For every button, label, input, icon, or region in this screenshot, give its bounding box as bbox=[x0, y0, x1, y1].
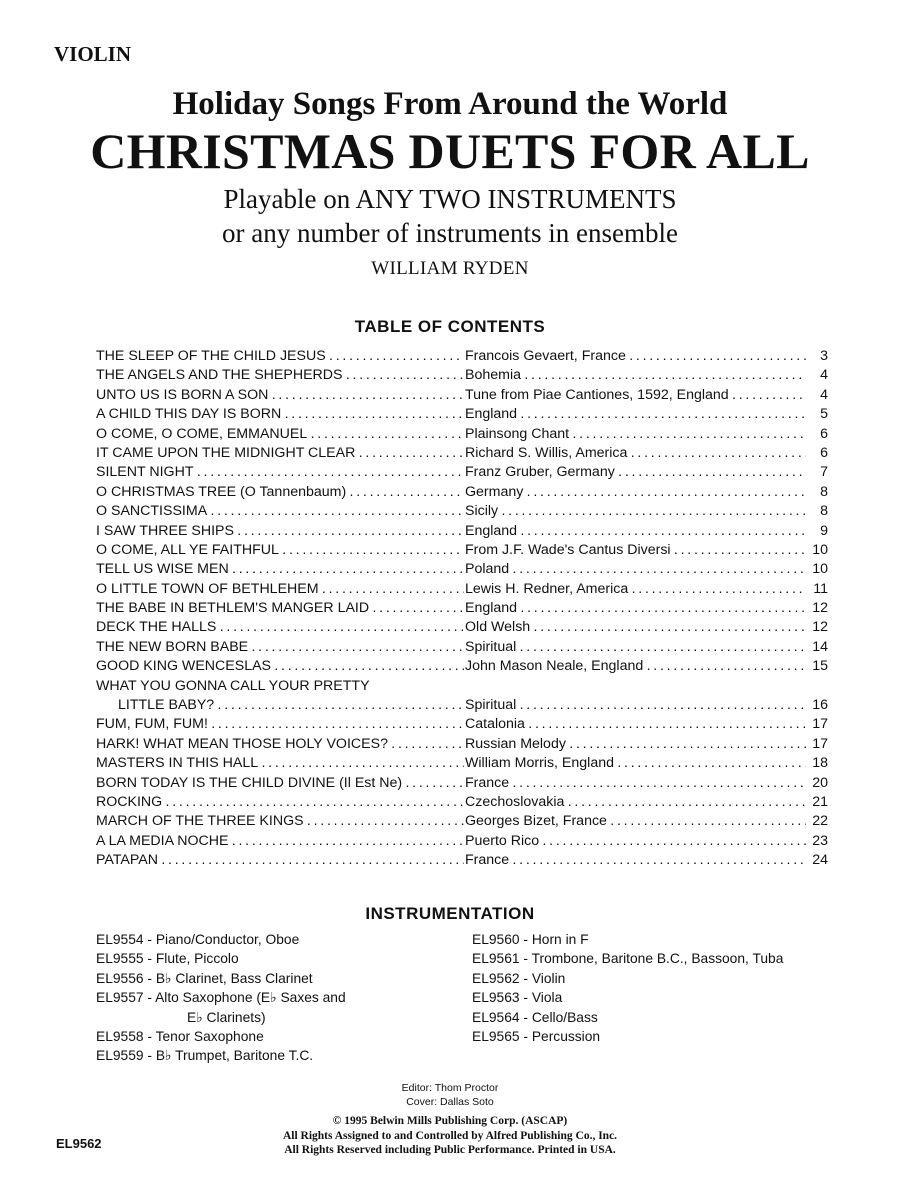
toc-page-number: 6 bbox=[806, 444, 828, 463]
toc-song-origin: Czechoslovakia . . . bbox=[465, 793, 807, 812]
editor-credit: Editor: Thom Proctor bbox=[401, 1082, 499, 1094]
toc-song-title: MASTERS IN THIS HALL . . . bbox=[96, 754, 464, 773]
toc-song-title: GOOD KING WENCESLAS . . . bbox=[96, 657, 464, 676]
toc-song-title: O SANCTISSIMA . . . bbox=[96, 502, 464, 521]
toc-heading: TABLE OF CONTENTS bbox=[354, 317, 546, 336]
toc-song-title: FUM, FUM, FUM! . . . bbox=[96, 715, 464, 734]
toc-song-origin: Sicily . . . bbox=[465, 502, 807, 521]
toc-entry bbox=[96, 425, 828, 444]
toc-entry bbox=[96, 347, 828, 366]
toc-page-number: 7 bbox=[806, 463, 828, 482]
toc-song-title: THE ANGELS AND THE SHEPHERDS . . . bbox=[96, 366, 464, 385]
toc-page-number: 14 bbox=[806, 638, 828, 657]
toc-song-origin: Puerto Rico . . . bbox=[465, 832, 807, 851]
toc-song-title: O LITTLE TOWN OF BETHLEHEM . . . bbox=[96, 580, 464, 599]
toc-entry bbox=[96, 522, 828, 541]
toc-entry bbox=[96, 405, 828, 424]
toc-page-number: 18 bbox=[806, 754, 828, 773]
toc-entry bbox=[96, 444, 828, 463]
toc-song-title: O CHRISTMAS TREE (O Tannenbaum) . . . bbox=[96, 483, 464, 502]
instrument-label: VIOLIN bbox=[54, 42, 132, 66]
toc-entry bbox=[96, 560, 828, 579]
toc-song-title: BORN TODAY IS THE CHILD DIVINE (Il Est Ne) . . . bbox=[96, 774, 464, 793]
toc-entry bbox=[96, 677, 828, 696]
toc-song-title: WHAT YOU GONNA CALL YOUR PRETTY bbox=[96, 677, 370, 694]
toc-song-title: DECK THE HALLS . . . bbox=[96, 618, 464, 637]
copyright-line: All Rights Assigned to and Controlled by Alfred Publishing Co., Inc. bbox=[282, 1129, 618, 1142]
toc-entry bbox=[96, 366, 828, 385]
toc-entry bbox=[96, 774, 828, 793]
toc-song-origin: Georges Bizet, France . . . bbox=[465, 812, 807, 831]
toc-page-number: 17 bbox=[806, 735, 828, 754]
toc-song-origin: William Morris, England . . . bbox=[465, 754, 807, 773]
copyright-line: © 1995 Belwin Mills Publishing Corp. (ASCAP) bbox=[332, 1115, 568, 1127]
instrumentation-right-column bbox=[472, 930, 832, 1046]
toc-song-origin: From J.F. Wade's Cantus Diversi . . . bbox=[465, 541, 807, 560]
toc-entry bbox=[96, 386, 828, 405]
toc-page-number: 5 bbox=[806, 405, 828, 424]
toc-page-number: 20 bbox=[806, 774, 828, 793]
toc-song-title: THE BABE IN BETHLEM'S MANGER LAID . . . bbox=[96, 599, 464, 618]
toc-song-origin: England . . . bbox=[465, 599, 807, 618]
toc-page-number: 11 bbox=[806, 580, 828, 599]
toc-entry bbox=[96, 696, 828, 715]
toc-song-origin: Francois Gevaert, France . . . bbox=[465, 347, 807, 366]
toc-song-title: LITTLE BABY? . . . bbox=[96, 696, 464, 715]
subtitle-line-1: Playable on ANY TWO INSTRUMENTS bbox=[223, 184, 677, 214]
toc-entry bbox=[96, 463, 828, 482]
toc-page-number: 24 bbox=[806, 851, 828, 870]
toc-song-origin: Old Welsh . . . bbox=[465, 618, 807, 637]
instrumentation-left-column bbox=[96, 930, 456, 1066]
toc-song-title: TELL US WISE MEN . . . bbox=[96, 560, 464, 579]
toc-song-origin: Plainsong Chant . . . bbox=[465, 425, 807, 444]
toc-song-origin: Bohemia . . . bbox=[465, 366, 807, 385]
toc-song-title: O COME, O COME, EMMANUEL . . . bbox=[96, 425, 464, 444]
instrumentation-item: EL9555 - Flute, Piccolo bbox=[96, 951, 239, 967]
series-title: Holiday Songs From Around the World bbox=[172, 86, 728, 122]
toc-song-title: MARCH OF THE THREE KINGS . . . bbox=[96, 812, 464, 831]
toc-song-origin: England . . . bbox=[465, 405, 807, 424]
toc-entry bbox=[96, 715, 828, 734]
instrumentation-item: EL9564 - Cello/Bass bbox=[472, 1009, 598, 1025]
toc-song-origin: Spiritual . . . bbox=[465, 638, 807, 657]
toc-song-title: PATAPAN . . . bbox=[96, 851, 464, 870]
toc-page-number: 4 bbox=[806, 366, 828, 385]
toc-song-origin: Catalonia . . . bbox=[465, 715, 807, 734]
toc-song-origin: France . . . bbox=[465, 851, 807, 870]
toc-page-number: 12 bbox=[806, 599, 828, 618]
toc-entry bbox=[96, 502, 828, 521]
instrumentation-item: EL9554 - Piano/Conductor, Oboe bbox=[96, 932, 300, 947]
toc-song-title: THE SLEEP OF THE CHILD JESUS . . . bbox=[96, 347, 464, 366]
toc-entry bbox=[96, 793, 828, 812]
instrumentation-item: EL9557 - Alto Saxophone (E♭ Saxes and bbox=[96, 990, 346, 1006]
toc-entry bbox=[96, 812, 828, 831]
copyright-notice bbox=[0, 1114, 900, 1158]
toc-entry bbox=[96, 754, 828, 773]
toc-song-title: A CHILD THIS DAY IS BORN . . . bbox=[96, 405, 464, 424]
composer-name: WILLIAM RYDEN bbox=[371, 258, 529, 279]
instrumentation-item: EL9561 - Trombone, Baritone B.C., Bassoon, Tuba bbox=[472, 951, 784, 967]
toc-song-title: O COME, ALL YE FAITHFUL . . . bbox=[96, 541, 464, 560]
toc-page-number: 23 bbox=[806, 832, 828, 851]
instrumentation-item: EL9563 - Viola bbox=[472, 990, 563, 1006]
toc-page-number: 21 bbox=[806, 793, 828, 812]
instrumentation-item: EL9560 - Horn in F bbox=[472, 932, 589, 947]
toc-entry bbox=[96, 851, 828, 870]
credits bbox=[0, 1081, 900, 1109]
toc-entry bbox=[96, 638, 828, 657]
toc-song-origin: John Mason Neale, England . . . bbox=[465, 657, 807, 676]
toc-song-title: A LA MEDIA NOCHE . . . bbox=[96, 832, 464, 851]
toc-page-number: 12 bbox=[806, 618, 828, 637]
toc-page-number: 9 bbox=[806, 522, 828, 541]
catalog-number: EL9562 bbox=[56, 1136, 102, 1151]
toc-song-title: IT CAME UPON THE MIDNIGHT CLEAR . . . bbox=[96, 444, 464, 463]
instrumentation-item: EL9559 - B♭ Trumpet, Baritone T.C. bbox=[96, 1048, 314, 1064]
toc-page-number: 6 bbox=[806, 425, 828, 444]
toc-page-number: 10 bbox=[806, 541, 828, 560]
toc-page-number: 8 bbox=[806, 502, 828, 521]
toc-song-title: SILENT NIGHT . . . bbox=[96, 463, 464, 482]
instrumentation-heading: INSTRUMENTATION bbox=[365, 904, 535, 923]
toc-song-origin: England . . . bbox=[465, 522, 807, 541]
toc-song-origin: Spiritual . . . bbox=[465, 696, 807, 715]
toc-song-title: THE NEW BORN BABE . . . bbox=[96, 638, 464, 657]
toc-song-origin: Russian Melody . . . bbox=[465, 735, 807, 754]
toc-page-number: 8 bbox=[806, 483, 828, 502]
toc-page-number: 17 bbox=[806, 715, 828, 734]
cover-credit: Cover: Dallas Soto bbox=[406, 1096, 494, 1108]
toc-song-origin: France . . . bbox=[465, 774, 807, 793]
toc-entry bbox=[96, 832, 828, 851]
toc-song-title: I SAW THREE SHIPS . . . bbox=[96, 522, 464, 541]
toc-song-origin: Lewis H. Redner, America . . . bbox=[465, 580, 807, 599]
instrumentation-item: EL9556 - B♭ Clarinet, Bass Clarinet bbox=[96, 970, 313, 986]
toc-list bbox=[96, 347, 828, 871]
subtitle-line-2: or any number of instruments in ensemble bbox=[222, 218, 678, 248]
toc-page-number: 22 bbox=[806, 812, 828, 831]
toc-page-number: 3 bbox=[806, 347, 828, 366]
toc-entry bbox=[96, 541, 828, 560]
toc-entry bbox=[96, 580, 828, 599]
toc-entry bbox=[96, 618, 828, 637]
instrumentation-item: EL9558 - Tenor Saxophone bbox=[96, 1029, 264, 1045]
toc-page-number: 15 bbox=[806, 657, 828, 676]
toc-song-origin: Germany . . . bbox=[465, 483, 807, 502]
toc-page-number: 10 bbox=[806, 560, 828, 579]
toc-song-origin: Poland . . . bbox=[465, 560, 807, 579]
toc-song-origin: Richard S. Willis, America . . . bbox=[465, 444, 807, 463]
toc-entry bbox=[96, 599, 828, 618]
toc-song-origin: Tune from Piae Cantiones, 1592, England . . . bbox=[465, 386, 807, 405]
instrumentation-item-continued: E♭ Clarinets) bbox=[187, 1009, 266, 1025]
instrumentation-item: EL9565 - Percussion bbox=[472, 1029, 601, 1045]
toc-entry bbox=[96, 735, 828, 754]
toc-song-title: HARK! WHAT MEAN THOSE HOLY VOICES? . . . bbox=[96, 735, 464, 754]
toc-entry bbox=[96, 657, 828, 676]
main-title: CHRISTMAS DUETS FOR ALL bbox=[90, 123, 810, 179]
toc-page-number: 4 bbox=[806, 386, 828, 405]
toc-page-number: 16 bbox=[806, 696, 828, 715]
toc-song-title: ROCKING . . . bbox=[96, 793, 464, 812]
toc-entry bbox=[96, 483, 828, 502]
toc-song-title: UNTO US IS BORN A SON . . . bbox=[96, 386, 464, 405]
copyright-line: All Rights Reserved including Public Performance. Printed in USA. bbox=[284, 1144, 616, 1157]
toc-song-origin: Franz Gruber, Germany . . . bbox=[465, 463, 807, 482]
instrumentation-item: EL9562 - Violin bbox=[472, 970, 566, 986]
